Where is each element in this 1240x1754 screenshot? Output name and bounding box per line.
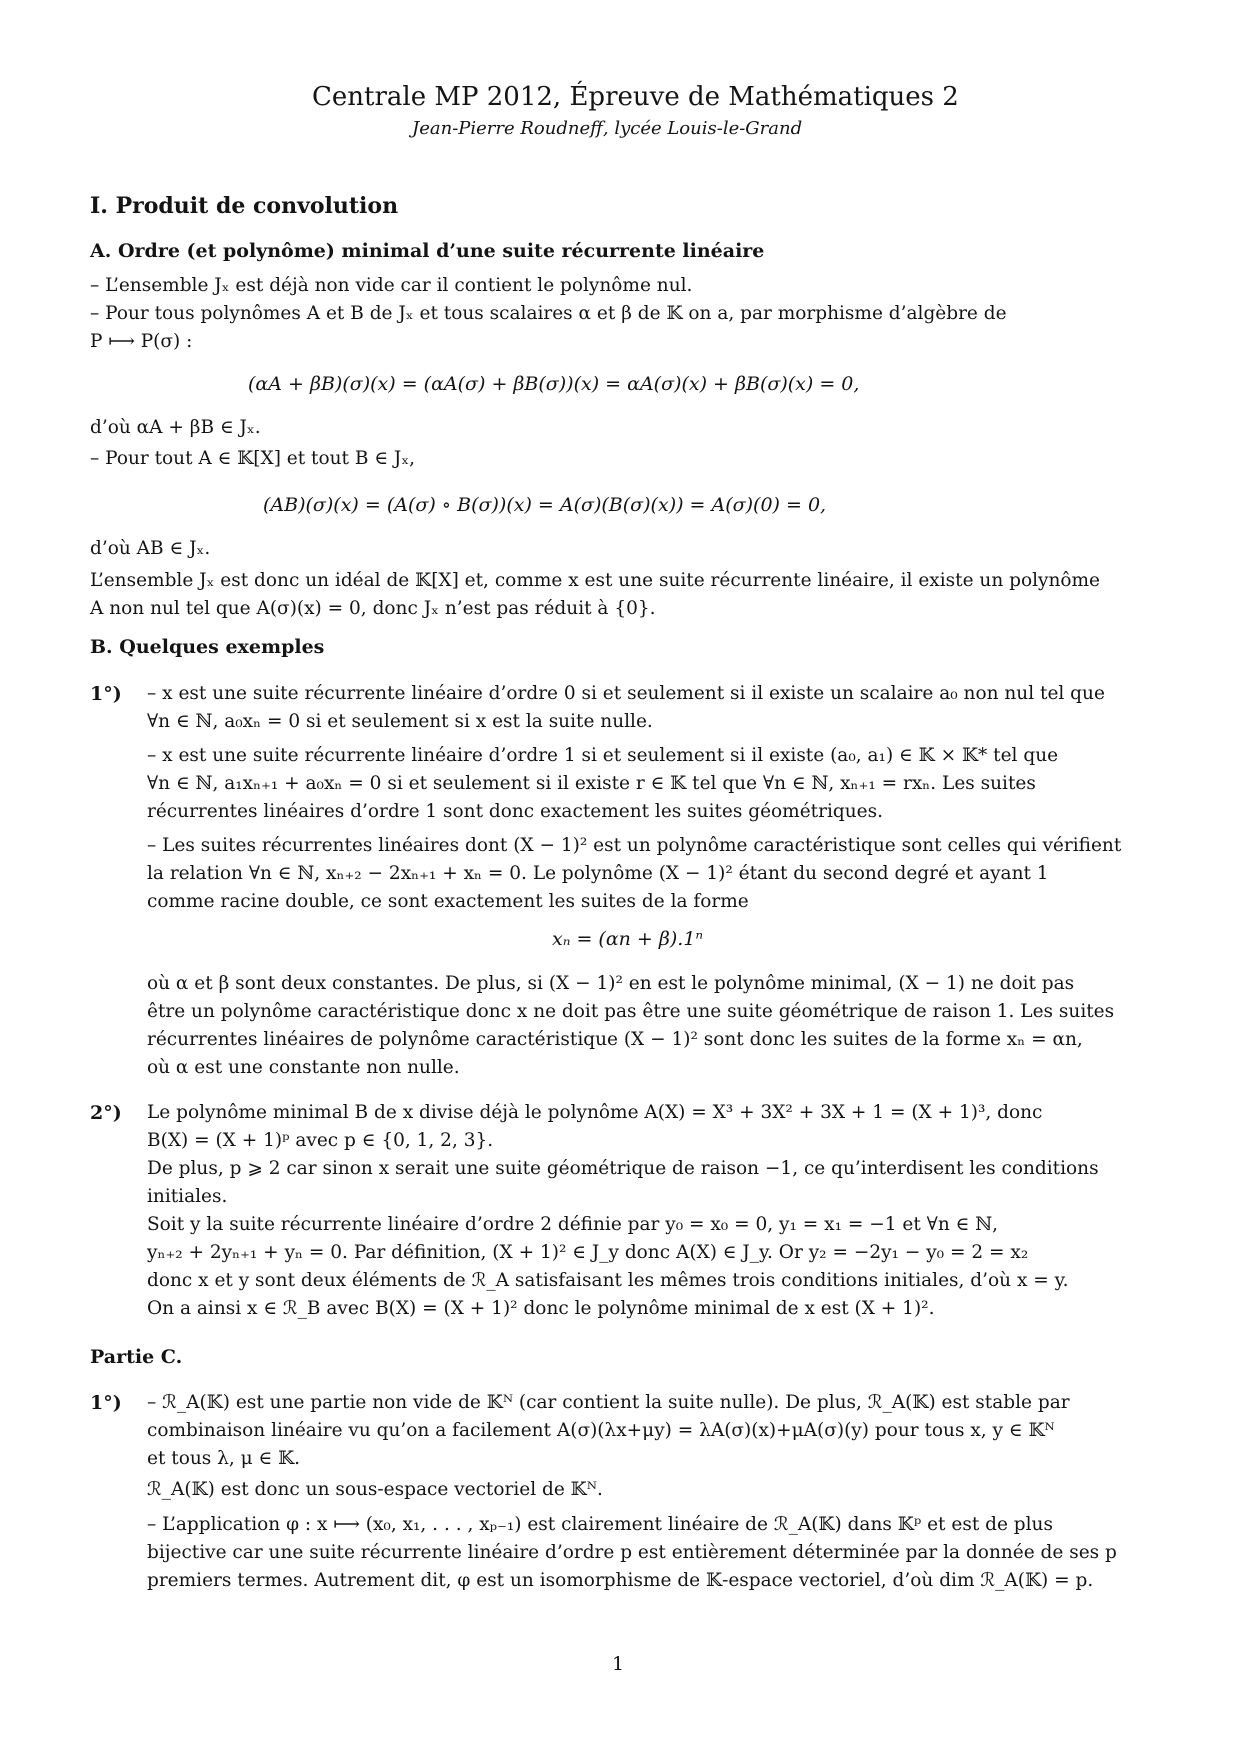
subsection-heading-b: B. Quelques exemples bbox=[90, 636, 325, 658]
question-number: 1°) bbox=[90, 683, 122, 705]
text-line: P ⟼ P(σ) : bbox=[90, 331, 193, 352]
text-line: – x est une suite récurrente linéaire d’ordre 1 si et seulement si il existe (a₀, a₁) ∈ 𝕂 × 𝕂* tel que bbox=[147, 745, 1059, 766]
text-line: ℛ_A(𝕂) est donc un sous-espace vectoriel de 𝕂ᴺ. bbox=[147, 1479, 603, 1500]
text-line: – L’ensemble Jₓ est déjà non vide car il contient le polynôme nul. bbox=[90, 275, 693, 296]
text-line: récurrentes linéaires de polynôme caractéristique (X − 1)² sont donc les suites de la forme xₙ = αn, bbox=[147, 1029, 1083, 1050]
text-line: – Les suites récurrentes linéaires dont (X − 1)² est un polynôme caractéristique sont celles qui vérifient bbox=[147, 835, 1122, 856]
text-line: Le polynôme minimal B de x divise déjà le polynôme A(X) = X³ + 3X² + 3X + 1 = (X + 1)³, donc bbox=[147, 1102, 1043, 1123]
text-line: bijective car une suite récurrente linéaire d’ordre p est entièrement déterminée par la donnée de ses p bbox=[147, 1542, 1117, 1563]
text-line: Soit y la suite récurrente linéaire d’ordre 2 définie par y₀ = x₀ = 0, y₁ = x₁ = −1 et ∀n ∈ ℕ, bbox=[147, 1214, 998, 1235]
text-line: yₙ₊₂ + 2yₙ₊₁ + yₙ = 0. Par définition, (X + 1)² ∈ J_y donc A(X) ∈ J_y. Or y₂ = −2y₁ − y₀ = 2 = x₂ bbox=[147, 1242, 1029, 1263]
text-line: la relation ∀n ∈ ℕ, xₙ₊₂ − 2xₙ₊₁ + xₙ = 0. Le polynôme (X − 1)² étant du second degré et ayant 1 bbox=[147, 863, 1049, 884]
equation: (AB)(σ)(x) = (A(σ) ∘ B(σ))(x) = A(σ)(B(σ)(x)) = A(σ)(0) = 0, bbox=[263, 494, 827, 516]
text-line: – Pour tout A ∈ 𝕂[X] et tout B ∈ Jₓ, bbox=[90, 448, 416, 469]
text-line: De plus, p ⩾ 2 car sinon x serait une suite géométrique de raison −1, ce qu’interdisent les conditions bbox=[147, 1158, 1099, 1179]
text-line: où α et β sont deux constantes. De plus, si (X − 1)² en est le polynôme minimal, (X − 1) ne doit pas bbox=[147, 973, 1075, 994]
text-line: – Pour tous polynômes A et B de Jₓ et tous scalaires α et β de 𝕂 on a, par morphisme d’algèbre de bbox=[90, 303, 1007, 324]
text-line: donc x et y sont deux éléments de ℛ_A satisfaisant les mêmes trois conditions initiales, d’où x = y. bbox=[147, 1270, 1069, 1291]
equation: xₙ = (αn + β).1ⁿ bbox=[552, 928, 704, 950]
text-line: ∀n ∈ ℕ, a₁xₙ₊₁ + a₀xₙ = 0 si et seulement si il existe r ∈ 𝕂 tel que ∀n ∈ ℕ, xₙ₊₁ = rxₙ. Les suites bbox=[147, 773, 1036, 794]
text-line: On a ainsi x ∈ ℛ_B avec B(X) = (X + 1)² donc le polynôme minimal de x est (X + 1)². bbox=[147, 1298, 935, 1319]
text-line: être un polynôme caractéristique donc x ne doit pas être une suite géométrique de raison 1. Les suites bbox=[147, 1001, 1115, 1022]
question-number: 1°) bbox=[90, 1392, 122, 1414]
text-line: combinaison linéaire vu qu’on a facilement A(σ)(λx+μy) = λA(σ)(x)+μA(σ)(y) pour tous x, y ∈ 𝕂ᴺ bbox=[147, 1420, 1055, 1441]
equation: (αA + βB)(σ)(x) = (αA(σ) + βB(σ))(x) = αA(σ)(x) + βB(σ)(x) = 0, bbox=[248, 373, 860, 395]
text-line: premiers termes. Autrement dit, φ est un isomorphisme de 𝕂-espace vectoriel, d’où dim ℛ_A(𝕂) = p. bbox=[147, 1570, 1094, 1591]
document-author: Jean-Pierre Roudneff, lycée Louis-le-Grand bbox=[412, 118, 803, 139]
text-line: – ℛ_A(𝕂) est une partie non vide de 𝕂ᴺ (car contient la suite nulle). De plus, ℛ_A(𝕂) est stable par bbox=[147, 1392, 1070, 1413]
question-number: 2°) bbox=[90, 1102, 122, 1124]
page-number: 1 bbox=[612, 1653, 625, 1675]
text-line: où α est une constante non nulle. bbox=[147, 1057, 460, 1078]
subsection-heading-c: Partie C. bbox=[90, 1346, 183, 1368]
text-line: initiales. bbox=[147, 1186, 228, 1207]
text-line: L’ensemble Jₓ est donc un idéal de 𝕂[X] et, comme x est une suite récurrente linéaire, il existe un polynôme bbox=[90, 570, 1101, 591]
subsection-heading-a: A. Ordre (et polynôme) minimal d’une suite récurrente linéaire bbox=[90, 240, 765, 262]
text-line: – L’application φ : x ⟼ (x₀, x₁, . . . , xₚ₋₁) est clairement linéaire de ℛ_A(𝕂) dans 𝕂ᵖ et est de plus bbox=[147, 1514, 1053, 1535]
text-line: et tous λ, μ ∈ 𝕂. bbox=[147, 1448, 301, 1469]
text-line: d’où αA + βB ∈ Jₓ. bbox=[90, 417, 261, 438]
section-heading: I. Produit de convolution bbox=[90, 193, 399, 219]
text-line: récurrentes linéaires d’ordre 1 sont donc exactement les suites géométriques. bbox=[147, 801, 883, 822]
text-line: ∀n ∈ ℕ, a₀xₙ = 0 si et seulement si x est la suite nulle. bbox=[147, 711, 653, 732]
document-title: Centrale MP 2012, Épreuve de Mathématiques 2 bbox=[312, 82, 959, 112]
text-line: – x est une suite récurrente linéaire d’ordre 0 si et seulement si il existe un scalaire a₀ non nul tel que bbox=[147, 683, 1105, 704]
text-line: d’où AB ∈ Jₓ. bbox=[90, 538, 211, 559]
text-line: comme racine double, ce sont exactement les suites de la forme bbox=[147, 891, 749, 912]
text-line: B(X) = (X + 1)ᵖ avec p ∈ {0, 1, 2, 3}. bbox=[147, 1130, 494, 1151]
text-line: A non nul tel que A(σ)(x) = 0, donc Jₓ n’est pas réduit à {0}. bbox=[90, 598, 656, 619]
